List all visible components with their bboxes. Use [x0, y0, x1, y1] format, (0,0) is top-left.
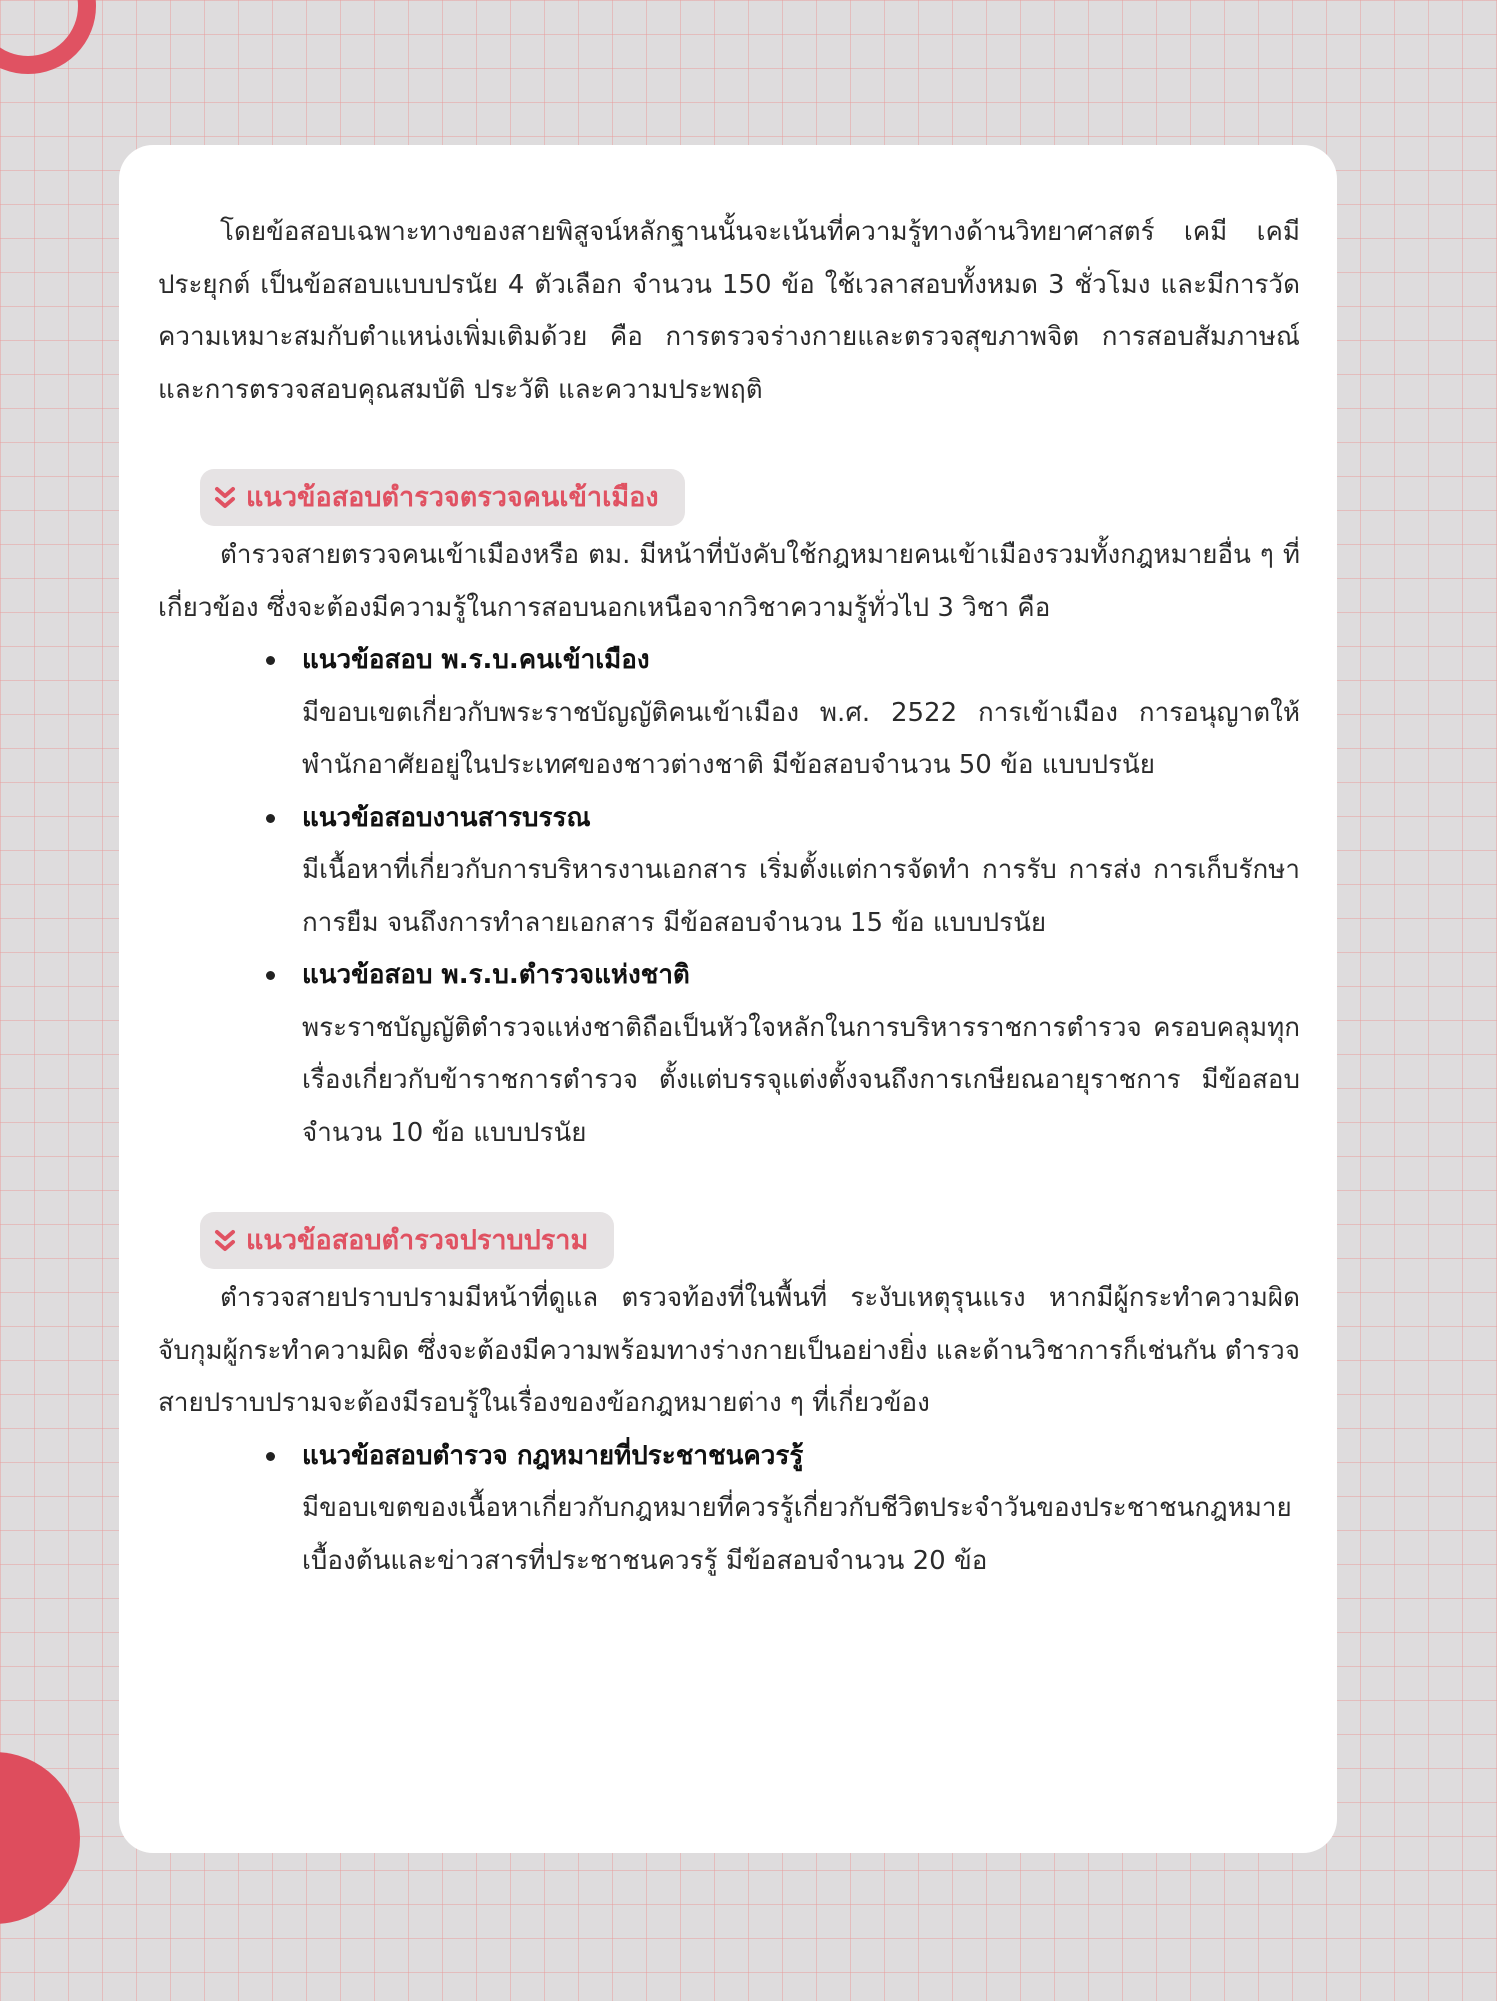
decorative-circle	[0, 1752, 80, 1924]
section-intro-paragraph: ตำรวจสายปราบปรามมีหน้าที่ดูแล ตรวจท้องที่ในพื้นที่ ระงับเหตุรุนแรง หากมีผู้กระทำความผิด จับกุมผู้กระทำความผิด ซึ่งจะต้องมีความพร้อมทางร่างกายเป็นอย่างยิ่ง และด้านวิชาการก็เช่นกัน ตำรวจสายปราบปรามจะต้องมีรอบรู้ในเรื่องของข้อกฎหมายต่าง ๆ ที่เกี่ยวข้อง	[158, 1283, 1300, 1418]
bullet-body: มีเนื้อหาที่เกี่ยวกับการบริหารงานเอกสาร เริ่มตั้งแต่การจัดทำ การรับ การส่ง การเก็บรักษา การยืม จนถึงการทำลายเอกสาร มีข้อสอบจำนวน 15 ข้อ แบบปรนัย	[302, 855, 1300, 938]
bullet-item	[158, 1430, 1300, 1588]
section-heading-suppression	[200, 1212, 614, 1269]
bullet-body: พระราชบัญญัติตำรวจแห่งชาติถือเป็นหัวใจหลักในการบริหารราชการตำรวจ ครอบคลุมทุกเรื่องเกี่ยวกับข้าราชการตำรวจ ตั้งแต่บรรจุแต่งตั้งจนถึงการเกษียณอายุราชการ มีข้อสอบจำนวน 10 ข้อ แบบปรนัย	[302, 1012, 1300, 1148]
bullet-item	[158, 949, 1300, 1159]
page-content	[158, 206, 1300, 1587]
section-heading-text: แนวข้อสอบตำรวจตรวจคนเข้าเมือง	[246, 482, 659, 513]
bullet-dot	[266, 1452, 275, 1461]
bullet-title: แนวข้อสอบตำรวจ กฎหมายที่ประชาชนควรรู้	[302, 1440, 804, 1471]
bullet-title: แนวข้อสอบ พ.ร.บ.ตำรวจแห่งชาติ	[302, 960, 690, 990]
bullet-dot	[266, 814, 275, 823]
bullet-dot	[266, 656, 275, 665]
intro-paragraph: โดยข้อสอบเฉพาะทางของสายพิสูจน์หลักฐานนั้นจะเน้นที่ความรู้ทางด้านวิทยาศาสตร์ เคมี เคมีประยุกต์ เป็นข้อสอบแบบปรนัย 4 ตัวเลือก จำนวน 150 ข้อ ใช้เวลาสอบทั้งหมด 3 ชั่วโมง และมีการวัดความเหมาะสมกับตำแหน่งเพิ่มเติมด้วย คือ การตรวจร่างกายและตรวจสุขภาพจิต การสอบสัมภาษณ์ และการตรวจสอบคุณสมบัติ ประวัติ และความประพฤติ	[158, 217, 1300, 405]
double-chevron-down-icon	[214, 1228, 236, 1254]
bullet-item	[158, 634, 1300, 792]
section-heading-immigration	[200, 469, 685, 526]
bullet-title: แนวข้อสอบงานสารบรรณ	[302, 802, 591, 833]
double-chevron-down-icon	[214, 485, 236, 511]
bullet-item	[158, 792, 1300, 950]
bullet-body: มีขอบเขตของเนื้อหาเกี่ยวกับกฎหมายที่ควรรู้เกี่ยวกับชีวิตประจำวันของประชาชนกฎหมายเบื้องต้นและข่าวสารที่ประชาชนควรรู้ มีข้อสอบจำนวน 20 ข้อ	[302, 1493, 1292, 1576]
section-heading-text: แนวข้อสอบตำรวจปราบปราม	[246, 1225, 589, 1256]
bullet-body: มีขอบเขตเกี่ยวกับพระราชบัญญัติคนเข้าเมือง พ.ศ. 2522 การเข้าเมือง การอนุญาตให้พำนักอาศัยอยู่ในประเทศของชาวต่างชาติ มีข้อสอบจำนวน 50 ข้อ แบบปรนัย	[302, 697, 1300, 780]
section-intro-paragraph: ตำรวจสายตรวจคนเข้าเมืองหรือ ตม. มีหน้าที่บังคับใช้กฎหมายคนเข้าเมืองรวมทั้งกฎหมายอื่น ๆ ที่เกี่ยวข้อง ซึ่งจะต้องมีความรู้ในการสอบนอกเหนือจากวิชาความรู้ทั่วไป 3 วิชา คือ	[158, 540, 1300, 623]
bullet-title: แนวข้อสอบ พ.ร.บ.คนเข้าเมือง	[302, 645, 650, 675]
decorative-ring	[0, 0, 96, 74]
bullet-dot	[266, 971, 275, 980]
